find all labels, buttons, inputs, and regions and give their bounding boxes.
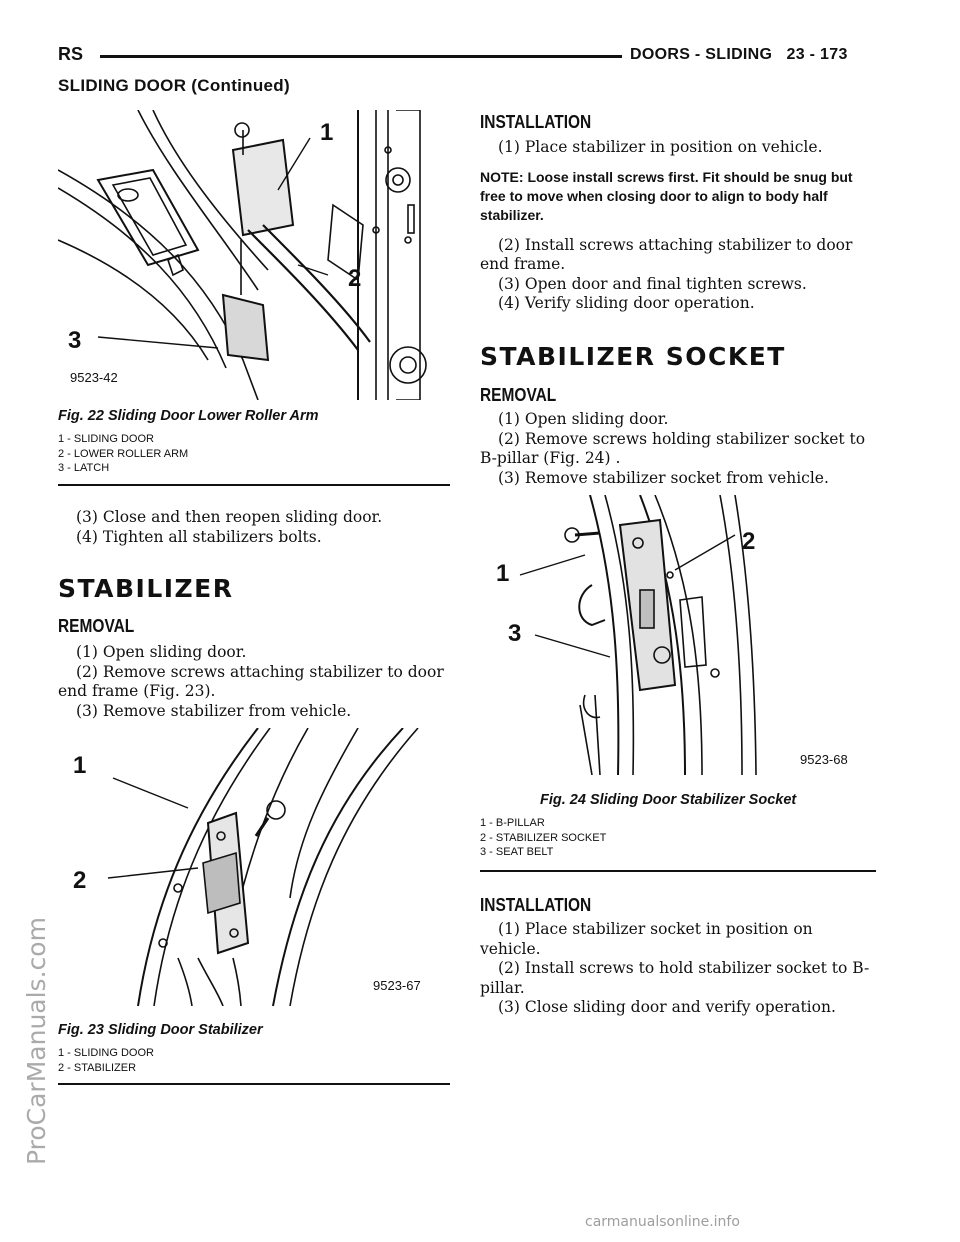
step: (2) Install screws to hold stabilizer socket to B-pillar. <box>480 959 870 997</box>
fig22-callout-2: 2 <box>348 265 362 292</box>
fig22-rule <box>58 484 450 486</box>
step: (1) Open sliding door. <box>76 643 247 661</box>
fig24-caption: Fig. 24 Sliding Door Stabilizer Socket <box>540 792 797 808</box>
fig24-callout-1: 1 <box>496 560 510 587</box>
step: (2) Remove screws holding stabilizer socket to B-pillar (Fig. 24) . <box>480 429 866 467</box>
step: (4) Verify sliding door operation. <box>498 294 755 312</box>
fig22-illustration <box>58 110 450 400</box>
fig24-legend <box>480 816 606 860</box>
fig24-legend-item: 3 - SEAT BELT <box>480 846 554 858</box>
installation-heading: INSTALLATION <box>480 112 592 132</box>
fig22-legend-item: 2 - LOWER ROLLER ARM <box>58 447 189 460</box>
fig24-code: 9523-68 <box>800 752 848 767</box>
header-section: RS <box>58 44 84 64</box>
fig22-callout-3: 3 <box>68 327 82 354</box>
fig24-callout-2: 2 <box>742 528 756 555</box>
fig23-caption: Fig. 23 Sliding Door Stabilizer <box>58 1022 263 1038</box>
header-chapter: DOORS - SLIDING <box>630 46 773 63</box>
bottom-watermark: carmanualsonline.info <box>585 1214 740 1230</box>
stabilizer-heading: STABILIZER <box>58 574 234 603</box>
step: (3) Close sliding door and verify operation. <box>498 998 836 1016</box>
fig24-callout-3: 3 <box>508 620 522 647</box>
left-steps-a <box>58 508 450 547</box>
fig22-callout-1: 1 <box>320 119 334 146</box>
fig23-callout-2: 2 <box>73 867 87 894</box>
header-page-number: 23 - 173 <box>786 46 848 63</box>
fig22-legend-item: 1 - SLIDING DOOR <box>58 433 154 445</box>
socket-installation-steps <box>480 920 876 1018</box>
step: (2) Remove screws attaching stabilizer to door end frame (Fig. 23). <box>58 662 444 700</box>
fig24-illustration <box>480 495 876 775</box>
fig23-code: 9523-67 <box>373 978 421 993</box>
fig23-legend-item: 2 - STABILIZER <box>58 1061 137 1074</box>
continued-title: SLIDING DOOR (Continued) <box>58 76 290 95</box>
header-chapter-page <box>630 46 848 64</box>
fig22-code: 9523-42 <box>70 370 118 385</box>
step: (4) Tighten all stabilizers bolts. <box>76 527 322 546</box>
step: (3) Remove stabilizer socket from vehicle. <box>498 468 829 487</box>
fig23-legend <box>58 1046 154 1075</box>
removal-steps <box>58 643 450 721</box>
header-rule <box>100 55 622 58</box>
socket-installation-heading: INSTALLATION <box>480 895 592 915</box>
step: (1) Open sliding door. <box>498 410 669 428</box>
fig22-legend <box>58 432 188 476</box>
fig24-legend-item: 1 - B-PILLAR <box>480 817 545 829</box>
step: (1) Place stabilizer socket in position on vehicle. <box>480 920 813 958</box>
step: (1) Place stabilizer in position on vehicle. <box>498 138 823 156</box>
fig23-callout-1: 1 <box>73 752 87 779</box>
fig24-legend-item: 2 - STABILIZER SOCKET <box>480 831 607 844</box>
fig24-rule <box>480 870 876 872</box>
socket-removal-heading: REMOVAL <box>480 385 557 405</box>
step: (3) Remove stabilizer from vehicle. <box>76 701 352 720</box>
removal-heading: REMOVAL <box>58 616 135 636</box>
fig22-caption: Fig. 22 Sliding Door Lower Roller Arm <box>58 408 319 424</box>
step: (3) Close and then reopen sliding door. <box>76 508 383 526</box>
fig23-illustration <box>58 728 450 1006</box>
installation-block <box>480 138 876 314</box>
socket-removal-steps <box>480 410 876 488</box>
step: (2) Install screws attaching stabilizer to door end frame. <box>480 235 853 273</box>
note: NOTE: Loose install screws first. Fit should be snug but free to move when closing door to align to body half stabilizer. <box>480 168 853 223</box>
step: (3) Open door and final tighten screws. <box>498 274 807 293</box>
stabilizer-socket-heading: STABILIZER SOCKET <box>480 342 786 371</box>
fig22-legend-item: 3 - LATCH <box>58 462 110 474</box>
side-watermark: ProCarManuals.com <box>22 917 51 1165</box>
fig23-legend-item: 1 - SLIDING DOOR <box>58 1047 154 1059</box>
fig23-rule <box>58 1083 450 1085</box>
